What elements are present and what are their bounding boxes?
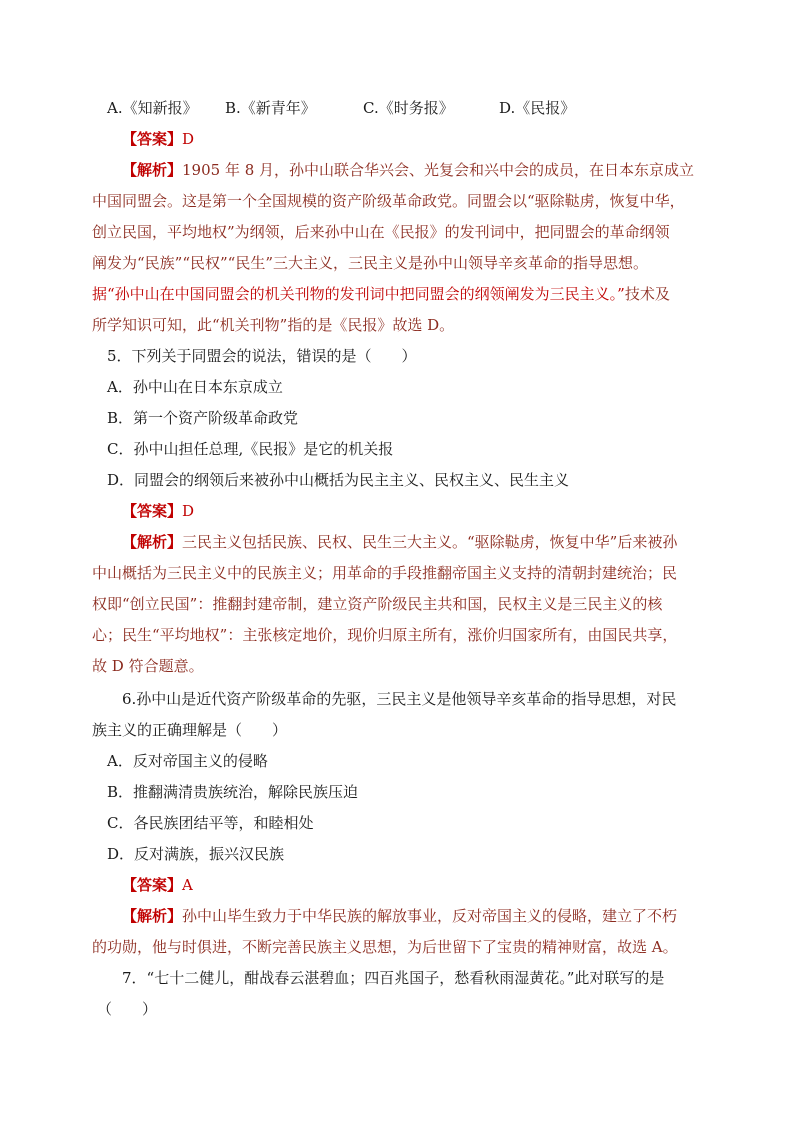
answer-value: A xyxy=(182,876,193,894)
q4-analysis-line-1: 【解析】1905 年 8 月，孙中山联合华兴会、光复会和兴中会的成员，在日本东京成立 xyxy=(122,161,695,179)
analysis-tag: 【解析】 xyxy=(122,533,183,551)
q6-option-a: A．反对帝国主义的侵略 xyxy=(107,752,268,770)
q6-answer xyxy=(122,874,193,896)
q4-option-c: C.《时务报》 xyxy=(363,99,454,117)
answer-value: D xyxy=(182,130,195,148)
q5-analysis-line-3: 权即“创立民国”：推翻封建帝制，建立资产阶级民主共和国，民权主义是三民主义的核 xyxy=(92,595,663,613)
answer-tag: 【答案】 xyxy=(122,130,183,148)
q4-analysis-line-4: 阐发为“民族”“民权”“民生”三大主义，三民主义是孙中山领导辛亥革命的指导思想。 xyxy=(92,254,649,272)
q4-option-a: A.《知新报》 xyxy=(107,99,198,117)
q6-analysis-line-2: 的功勋，他与时俱进，不断完善民族主义思想，为后世留下了宝贵的精神财富，故选 A。 xyxy=(92,938,678,956)
q5-option-b: B．第一个资产阶级革命政党 xyxy=(107,409,299,427)
answer-tag: 【答案】 xyxy=(122,876,183,894)
analysis-tag: 【解析】 xyxy=(122,161,183,179)
q6-stem-line-2: 族主义的正确理解是（ ） xyxy=(92,721,288,739)
q4-options xyxy=(107,97,575,119)
q4-option-d: D.《民报》 xyxy=(499,99,576,117)
q6-stem-line-1: 6.孙中山是近代资产阶级革命的先驱，三民主义是他领导辛亥革命的指导思想，对民 xyxy=(122,690,677,708)
q4-analysis-line-6: 所学知识可知，此“机关刊物”指的是《民报》故选 D。 xyxy=(92,316,455,334)
q7-stem-line-1: 7．“七十二健儿，酣战春云湛碧血；四百兆国子，愁看秋雨湿黄花。”此对联写的是 xyxy=(122,969,665,987)
q6-option-d: D．反对满族，振兴汉民族 xyxy=(107,845,285,863)
answer-value: D xyxy=(182,502,195,520)
q5-option-c: C．孙中山担任总理,《民报》是它的机关报 xyxy=(107,440,394,458)
q4-option-b: B.《新青年》 xyxy=(225,99,316,117)
analysis-tag: 【解析】 xyxy=(122,907,183,925)
q5-option-a: A．孙中山在日本东京成立 xyxy=(107,378,283,396)
answer-tag: 【答案】 xyxy=(122,502,183,520)
q5-option-d: D．同盟会的纲领后来被孙中山概括为民主主义、民权主义、民生主义 xyxy=(107,471,570,489)
q7-stem-line-2: （ ） xyxy=(97,1000,158,1018)
q6-analysis-line-1: 【解析】孙中山毕生致力于中华民族的解放事业，反对帝国主义的侵略，建立了不朽 xyxy=(122,907,678,925)
q4-answer xyxy=(122,128,194,150)
q5-answer xyxy=(122,500,194,522)
q4-analysis-line-3: 创立民国，平均地权”为纲领，后来孙中山在《民报》的发刊词中，把同盟会的革命纲领 xyxy=(92,223,670,241)
q5-analysis-line-5: 故 D 符合题意。 xyxy=(92,657,204,675)
q5-analysis-line-4: 心；民生“平均地权”：主张核定地价，现价归原主所有，涨价归国家所有，由国民共享， xyxy=(92,626,678,644)
q6-option-b: B．推翻满清贵族统治，解除民族压迫 xyxy=(107,783,359,801)
q6-option-c: C．各民族团结平等，和睦相处 xyxy=(107,814,314,832)
q5-analysis-line-2: 中山概括为三民主义中的民族主义；用革命的手段推翻帝国主义支持的清朝封建统治；民 xyxy=(92,564,678,582)
q5-analysis-line-1: 【解析】三民主义包括民族、民权、民生三大主义。“驱除鞑虏，恢复中华”后来被孙 xyxy=(122,533,678,551)
q4-analysis-line-5: 据“孙中山在中国同盟会的机关刊物的发刊词中把同盟会的纲领阐发为三民主义。”技术及 xyxy=(92,285,670,303)
q5-stem: 5．下列关于同盟会的说法，错误的是（ ） xyxy=(107,347,417,365)
q4-analysis-line-2: 中国同盟会。这是第一个全国规模的资产阶级革命政党。同盟会以“驱除鞑虏，恢复中华， xyxy=(92,192,685,210)
